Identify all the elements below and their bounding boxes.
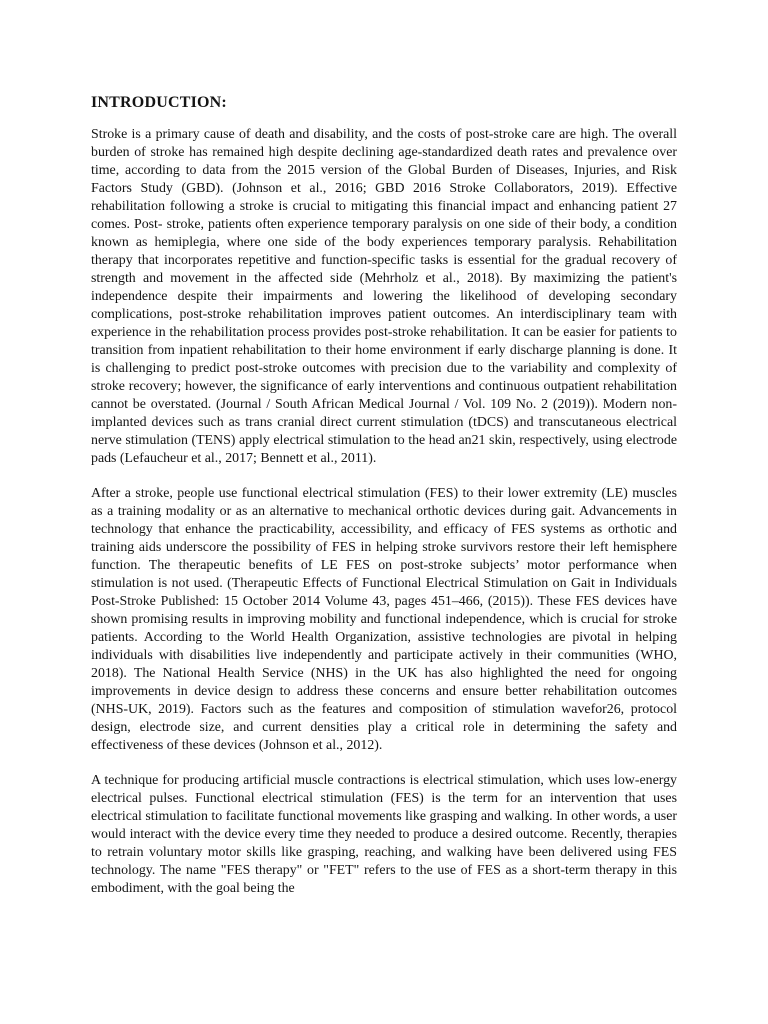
paragraph-1: Stroke is a primary cause of death and disability, and the costs of post-stroke care are high. The overall burden of stroke has remained high despite declining age-standardized death rates and prevalence over time, according to data from the 2015 version of the Global Burden of Diseases, Injuries, and Risk Factors Study (GBD). (Johnson et al., 2016; GBD 2016 Stroke Collaborators, 2019). Effective rehabilitation following a stroke is crucial to mitigating this financial impact and enhancing patient 27 comes. Post- stroke, patients often experience temporary paralysis on one side of their body, a condition known as hemiplegia, where one side of the body experiences temporary paralysis. Rehabilitation therapy that incorporates repetitive and function-specific tasks is essential for the gradual recovery of strength and movement in the affected side (Mehrholz et al., 2018). By maximizing the patient's independence despite their impairments and lowering the likelihood of developing secondary complications, post-stroke rehabilitation improves patient outcomes. An interdisciplinary team with experience in the rehabilitation process provides post-stroke rehabilitation. It can be easier for patients to transition from inpatient rehabilitation to their home environment if early discharge planning is done. It is challenging to predict post-stroke outcomes with precision due to the variability and complexity of stroke recovery; however, the significance of early interventions and continuous outpatient rehabilitation cannot be overstated. (Journal / South African Medical Journal / Vol. 109 No. 2 (2019)). Modern non-implanted devices such as trans cranial direct current stimulation (tDCS) and transcutaneous electrical nerve stimulation (TENS) apply electrical stimulation to the head an21 skin, respectively, using electrode pads (Lefaucheur et al., 2017; Bennett et al., 2011).	[91, 127, 677, 466]
paragraph-3: A technique for producing artificial muscle contractions is electrical stimulation, which uses low-energy electrical pulses. Functional electrical stimulation (FES) is the term for an intervention that uses electrical stimulation to facilitate functional movements like grasping and walking. In other words, a user would interact with the device every time they needed to produce a desired outcome. Recently, therapies to retrain voluntary motor skills like grasping, reaching, and walking have been delivered using FES technology. The name "FES therapy" or "FET" refers to the use of FES as a short-term therapy in this embodiment, with the goal being the	[91, 773, 677, 896]
section-heading: INTRODUCTION:	[91, 94, 227, 111]
document-body	[91, 92, 677, 915]
paragraph-2: After a stroke, people use functional electrical stimulation (FES) to their lower extremity (LE) muscles as a training modality or as an alternative to mechanical orthotic devices during gait. Advancements in technology that enhance the practicability, accessibility, and efficacy of FES systems as orthotic and training aids underscore the possibility of FES in helping stroke survivors restore their left hemisphere function. The therapeutic benefits of LE FES on post-stroke subjects’ motor performance when stimulation is not used. (Therapeutic Effects of Functional Electrical Stimulation on Gait in Individuals Post-Stroke Published: 15 October 2014 Volume 43, pages 451–466, (2015)). These FES devices have shown promising results in improving mobility and functional independence, which is crucial for stroke patients. According to the World Health Organization, assistive technologies are pivotal in helping individuals with disabilities live independently and participate actively in their communities (WHO, 2018). The National Health Service (NHS) in the UK has also highlighted the need for ongoing improvements in device design to address these concerns and ensure better rehabilitation outcomes (NHS-UK, 2019). Factors such as the features and composition of stimulation wavefor26, protocol design, electrode size, and current densities play a critical role in determining the safety and effectiveness of these devices (Johnson et al., 2012).	[91, 486, 677, 753]
